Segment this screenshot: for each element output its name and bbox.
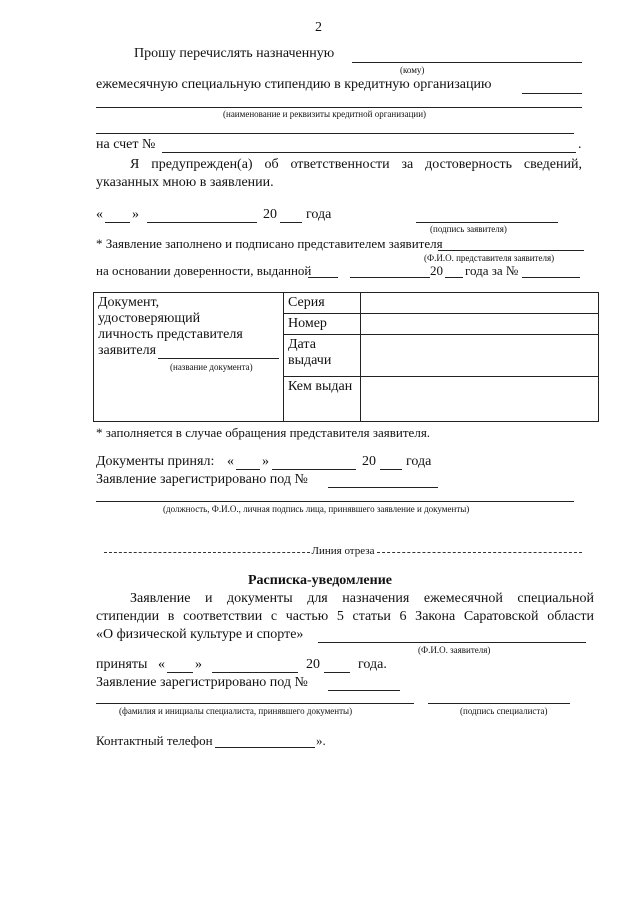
- accepted-day-line[interactable]: [236, 469, 260, 470]
- official-line[interactable]: [96, 501, 574, 502]
- account-number-line[interactable]: [162, 152, 576, 153]
- accepted-year-prefix: 20: [362, 454, 376, 469]
- receipt-title: Расписка-уведомление: [248, 573, 392, 588]
- receipt-line-1: Заявление и документы для назначения ежемесячной специальной: [130, 591, 594, 606]
- received-open-quote: «: [158, 657, 165, 672]
- transfer-request-text: Прошу перечислять назначенную: [134, 46, 335, 61]
- bank-line-2[interactable]: [96, 133, 574, 134]
- caption-specialist: (фамилия и инициалы специалиста, принявшего документы): [119, 706, 353, 716]
- account-end: .: [578, 137, 582, 152]
- documents-accepted-label: Документы принял:: [96, 454, 215, 469]
- power-date-line[interactable]: [308, 277, 338, 278]
- number-label: Номер: [284, 314, 361, 335]
- power-year-line[interactable]: [445, 277, 463, 278]
- page-number: 2: [315, 20, 322, 35]
- warning-line-1: Я предупрежден(а) об ответственности за достоверность сведений,: [130, 157, 582, 172]
- date-open-quote: «: [96, 207, 103, 222]
- warning-line-2: указанных мною в заявлении.: [96, 175, 274, 190]
- issued-by-value[interactable]: [361, 377, 599, 422]
- issue-date-label-line-2: выдачи: [288, 353, 332, 368]
- power-month-line[interactable]: [350, 277, 430, 278]
- receipt-line-2: стипендии в соответствии с частью 5 статьи 6 Закона Саратовской области: [96, 609, 594, 624]
- issue-date-label: [284, 335, 361, 377]
- received-year-word: года.: [358, 657, 387, 672]
- caption-rep-fio: (Ф.И.О. представителя заявителя): [424, 253, 555, 263]
- id-document-line-4: заявителя: [98, 343, 157, 358]
- bank-line[interactable]: [96, 107, 582, 108]
- power-year-suffix: года за №: [465, 263, 519, 278]
- caption-official: (должность, Ф.И.О., личная подпись лица, принявшего заявление и документы): [163, 504, 470, 514]
- accepted-year-word: года: [406, 454, 432, 469]
- date-year-line[interactable]: [280, 222, 302, 223]
- received-year-line[interactable]: [324, 672, 350, 673]
- account-label: на счет №: [96, 137, 156, 152]
- accepted-close-quote: »: [262, 454, 269, 469]
- representative-fio-line[interactable]: [438, 250, 584, 251]
- caption-recipient: (кому): [400, 65, 425, 75]
- received-day-line[interactable]: [167, 672, 193, 673]
- power-of-attorney-label: на основании доверенности, выданной: [96, 263, 312, 278]
- year-word: года: [306, 207, 332, 222]
- date-close-quote: »: [132, 207, 139, 222]
- specialist-name-line[interactable]: [96, 703, 414, 704]
- date-month-line[interactable]: [147, 222, 257, 223]
- phone-label: Контактный телефон: [96, 733, 213, 748]
- receipt-registration-line[interactable]: [328, 690, 400, 691]
- caption-signature: (подпись заявителя): [430, 224, 507, 234]
- power-number-line[interactable]: [522, 277, 580, 278]
- received-month-line[interactable]: [212, 672, 298, 673]
- id-document-table: [93, 292, 599, 422]
- issued-by-label: Кем выдан: [284, 377, 361, 422]
- cut-line: [104, 545, 582, 557]
- registration-number-line[interactable]: [328, 487, 438, 488]
- signature-line[interactable]: [416, 222, 558, 223]
- phone-line[interactable]: [215, 747, 315, 748]
- phone-end: ».: [316, 733, 326, 748]
- accepted-open-quote: «: [227, 454, 234, 469]
- recipient-line[interactable]: [352, 62, 582, 63]
- series-label: Серия: [284, 293, 361, 314]
- representative-note: * Заявление заполнено и подписано представителем заявителя: [96, 236, 443, 251]
- cut-line-label: Линия отреза: [311, 545, 375, 557]
- id-document-line-3: личность представителя: [98, 327, 243, 342]
- accepted-year-line[interactable]: [380, 469, 402, 470]
- applicant-fio-line[interactable]: [318, 642, 586, 643]
- received-year-prefix: 20: [306, 657, 320, 672]
- bank-line-short[interactable]: [522, 93, 582, 94]
- series-value[interactable]: [361, 293, 599, 314]
- date-day-line[interactable]: [105, 222, 130, 223]
- stipend-text: ежемесячную специальную стипендию в кредитную организацию: [96, 77, 492, 92]
- specialist-signature-line[interactable]: [428, 703, 570, 704]
- caption-applicant-fio: (Ф.И.О. заявителя): [418, 645, 491, 655]
- year-prefix: 20: [263, 207, 277, 222]
- representative-footnote: * заполняется в случае обращения представителя заявителя.: [96, 425, 431, 440]
- id-document-line-2: удостоверяющий: [98, 311, 201, 326]
- cut-dash-right: [377, 552, 583, 553]
- id-document-cell: [94, 293, 284, 422]
- id-document-line-1: Документ,: [98, 295, 160, 310]
- power-year-prefix: 20: [430, 263, 443, 278]
- accepted-month-line[interactable]: [272, 469, 356, 470]
- issue-date-label-line-1: Дата: [288, 337, 316, 352]
- caption-bank: (наименование и реквизиты кредитной организации): [223, 109, 427, 119]
- issue-date-value[interactable]: [361, 335, 599, 377]
- cut-dash-left: [104, 552, 310, 553]
- number-value[interactable]: [361, 314, 599, 335]
- received-close-quote: »: [195, 657, 202, 672]
- received-label: приняты: [96, 657, 148, 672]
- caption-specialist-signature: (подпись специалиста): [460, 706, 548, 716]
- caption-document-name: (название документа): [170, 362, 253, 372]
- receipt-line-3: «О физической культуре и спорте»: [96, 627, 304, 642]
- receipt-registered-label: Заявление зарегистрировано под №: [96, 675, 308, 690]
- registered-label: Заявление зарегистрировано под №: [96, 472, 308, 487]
- document-name-line[interactable]: [158, 346, 279, 359]
